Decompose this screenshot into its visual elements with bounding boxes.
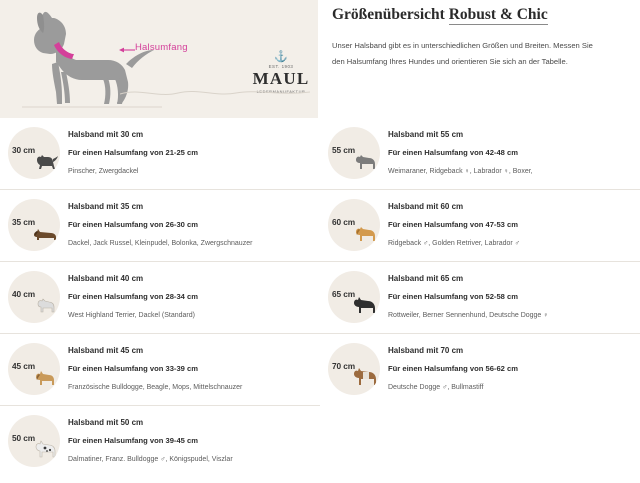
table-row[interactable] — [0, 118, 320, 190]
size-range: Für einen Halsumfang von 21-25 cm — [68, 148, 198, 157]
collar-label: Halsumfang — [135, 42, 188, 53]
size-title: Halsband mit 70 cm — [388, 346, 464, 355]
size-badge — [8, 127, 60, 179]
size-row-text — [68, 344, 312, 394]
size-title: Halsband mit 60 cm — [388, 202, 464, 211]
size-title: Halsband mit 35 cm — [68, 202, 144, 211]
size-badge — [328, 127, 380, 179]
size-title: Halsband mit 45 cm — [68, 346, 144, 355]
table-row[interactable] — [0, 262, 320, 334]
header — [0, 0, 640, 118]
size-breeds: Weimaraner, Ridgeback ♀, Labrador ♀, Boxer, — [388, 168, 533, 175]
badge-size-label: 55 cm — [332, 145, 356, 155]
size-breeds: Dalmatiner, Franz. Bulldogge ♂, Königspudel, Viszlar — [68, 456, 233, 463]
size-table — [0, 118, 640, 483]
badge-size-label: 40 cm — [12, 289, 36, 299]
size-breeds: Französische Bulldogge, Beagle, Mops, Mittelschnauzer — [68, 384, 243, 391]
table-row[interactable] — [0, 190, 320, 262]
size-row-text — [388, 200, 632, 250]
size-breeds: Pinscher, Zwergdackel — [68, 168, 139, 175]
size-range: Für einen Halsumfang von 47-53 cm — [388, 220, 518, 229]
size-badge — [328, 343, 380, 395]
dog-silhouette-icon — [31, 369, 59, 389]
size-breeds: Ridgeback ♂, Golden Retriver, Labrador ♂ — [388, 240, 520, 247]
logo-subtitle: LEDERMANUFAKTUR — [256, 89, 306, 94]
size-breeds: Deutsche Dogge ♂, Bullmastiff — [388, 384, 484, 391]
size-title: Halsband mit 65 cm — [388, 274, 464, 283]
size-badge — [8, 199, 60, 251]
page-title — [332, 6, 548, 24]
size-range: Für einen Halsumfang von 42-48 cm — [388, 148, 518, 157]
size-range: Für einen Halsumfang von 26-30 cm — [68, 220, 198, 229]
size-breeds: Rottweiler, Berner Sennenhund, Deutsche Dogge ♀ — [388, 312, 549, 319]
dog-silhouette-icon — [351, 225, 379, 245]
intro-line-2: den Halsumfang Ihres Hundes und orientieren Sie sich an der Tabelle. — [332, 57, 568, 66]
size-badge — [8, 415, 60, 467]
size-title: Halsband mit 30 cm — [68, 130, 144, 139]
size-row-text — [388, 272, 632, 322]
badge-size-label: 35 cm — [12, 217, 36, 227]
size-title: Halsband mit 40 cm — [68, 274, 144, 283]
size-range: Für einen Halsumfang von 33-39 cm — [68, 364, 198, 373]
logo-name: MAUL — [252, 69, 310, 88]
dog-silhouette-icon — [31, 227, 59, 245]
size-row-text — [68, 200, 312, 250]
badge-size-label: 60 cm — [332, 217, 356, 227]
table-row[interactable] — [320, 334, 640, 405]
decorative-wave — [120, 88, 310, 98]
anchor-icon: ⚓ — [274, 51, 288, 63]
table-row[interactable] — [320, 190, 640, 262]
size-range: Für einen Halsumfang von 52-58 cm — [388, 292, 518, 301]
table-row[interactable] — [320, 118, 640, 190]
badge-size-label: 50 cm — [12, 433, 36, 443]
badge-size-label: 45 cm — [12, 361, 36, 371]
intro-line-1: Unser Halsband gibt es in unterschiedlichen Größen und Breiten. Messen Sie — [332, 41, 593, 50]
size-column-right — [320, 118, 640, 483]
size-badge — [8, 271, 60, 323]
badge-size-label: 65 cm — [332, 289, 356, 299]
size-row-text — [68, 416, 312, 466]
size-range: Für einen Halsumfang von 56-62 cm — [388, 364, 518, 373]
size-row-text — [68, 272, 312, 322]
size-title: Halsband mit 55 cm — [388, 130, 464, 139]
size-title: Halsband mit 50 cm — [68, 418, 144, 427]
size-row-text — [388, 128, 632, 178]
page-title-prefix: Größenübersicht — [332, 6, 449, 23]
size-breeds: West Highland Terrier, Dackel (Standard) — [68, 312, 195, 319]
badge-size-label: 70 cm — [332, 361, 356, 371]
size-badge — [8, 343, 60, 395]
badge-size-label: 30 cm — [12, 145, 36, 155]
page-title-emphasis: Robust & Chic — [448, 6, 548, 23]
size-badge — [328, 271, 380, 323]
table-row[interactable] — [0, 406, 320, 477]
size-range: Für einen Halsumfang von 28-34 cm — [68, 292, 198, 301]
size-range: Für einen Halsumfang von 39-45 cm — [68, 436, 198, 445]
logo-established: EST. 1903 — [268, 64, 294, 69]
size-breeds: Dackel, Jack Russel, Kleinpudel, Bolonka, Zwergschnauzer — [68, 240, 253, 247]
table-row[interactable] — [320, 262, 640, 334]
dog-silhouette-icon — [33, 153, 59, 173]
size-badge — [328, 199, 380, 251]
size-row-text — [68, 128, 312, 178]
size-row-text — [388, 344, 632, 394]
dog-silhouette-icon — [351, 153, 379, 173]
intro-text — [332, 38, 628, 70]
size-column-left — [0, 118, 320, 483]
table-row[interactable] — [0, 334, 320, 406]
collar-arrow-icon — [118, 46, 136, 54]
dog-silhouette-icon — [33, 297, 59, 317]
